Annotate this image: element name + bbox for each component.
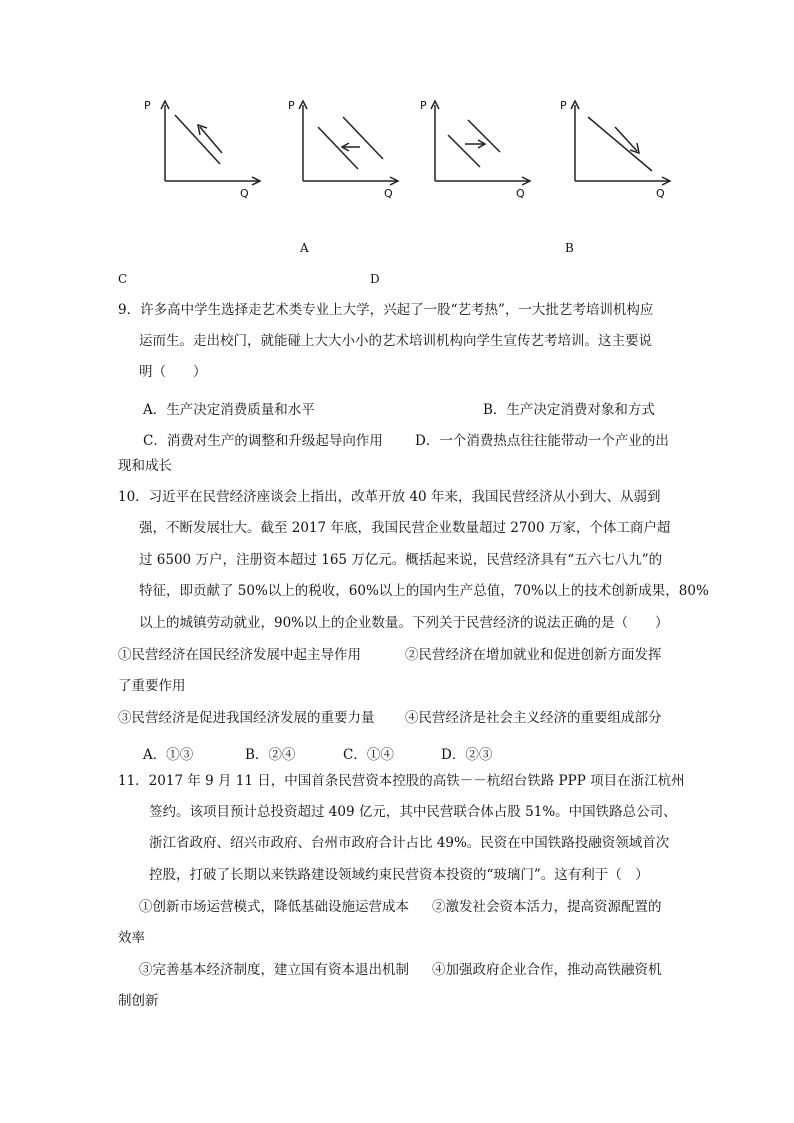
q9-option-d[interactable]: D．一个消费热点往往能带动一个产业的出 — [415, 433, 669, 449]
q11-statement-3: ③完善基本经济制度，建立国有资本退出机制 — [139, 962, 409, 978]
q10-statement-2: ②民营经济在增加就业和促进创新方面发挥 — [405, 647, 662, 663]
arrow-right-icon — [465, 140, 485, 148]
q10-statement-2-cont: 了重要作用 — [118, 678, 186, 694]
q9-option-d-cont: 现和成长 — [118, 458, 172, 474]
q10-option-d[interactable]: D．②③ — [441, 747, 493, 763]
graph-1 — [144, 95, 270, 200]
p-axis-label: P — [420, 99, 427, 112]
q9-stem-line-2: 运而生。走出校门，就能碰上大大小小的艺术培训机构向学生宣传艺考培训。这主要说 — [139, 333, 652, 349]
arrow-up-left-icon — [198, 125, 222, 153]
q9-option-a[interactable]: A．生产决定消费质量和水平 — [143, 402, 315, 418]
q9-stem-line-1: 9．许多高中学生选择走艺术类专业上大学，兴起了一股“艺考热”，一大批艺考培训机构应 — [118, 302, 654, 318]
p-axis-label: P — [144, 99, 151, 112]
graph-4 — [560, 95, 680, 200]
q-axis-label: Q — [656, 187, 665, 200]
q-axis-label: Q — [384, 187, 393, 200]
q10-statement-1: ①民营经济在国民经济发展中起主导作用 — [118, 647, 361, 663]
q11-statement-1: ①创新市场运营模式，降低基础设施运营成本 — [139, 899, 409, 915]
q10-stem-line-1: 10．习近平在民营经济座谈会上指出，改革开放 40 年来，我国民营经济从小到大、从弱到 — [118, 489, 661, 505]
q10-statement-4: ④民营经济是社会主义经济的重要组成部分 — [405, 710, 662, 726]
q11-statement-4-cont: 制创新 — [118, 993, 159, 1009]
graph-option-d: D — [370, 272, 380, 286]
q11-stem-line-2: 签约。该项目预计总投资超过 409 亿元，其中民营联合体占股 51%。中国铁路总公司、 — [149, 804, 677, 820]
q10-option-c[interactable]: C．①④ — [343, 747, 394, 763]
q11-stem-line-4: 控股，打破了长期以来铁路建设领域约束民营资本投资的“玻璃门”。这有利于（ ） — [149, 867, 649, 883]
graph-2 — [288, 95, 408, 200]
q10-stem-line-2: 强，不断发展壮大。截至 2017 年底，我国民营企业数量超过 2700 万家，个体工商户超 — [139, 520, 671, 536]
q10-option-a[interactable]: A．①③ — [143, 747, 194, 763]
graph-option-b: B — [565, 241, 574, 255]
q11-statement-4: ④加强政府企业合作，推动高铁融资机 — [432, 962, 662, 978]
p-axis-label: P — [288, 99, 295, 112]
q-axis-label: Q — [516, 187, 525, 200]
q11-stem-line-3: 浙江省政府、绍兴市政府、台州市政府合计占比 49%。民资在中国铁路投融资领域首次 — [149, 835, 670, 851]
graph-option-c: C — [118, 272, 128, 286]
q10-option-b[interactable]: B．②④ — [245, 747, 296, 763]
arrow-left-icon — [342, 143, 360, 151]
q10-stem-line-3: 过 6500 万户，注册资本超过 165 万亿元。概括起来说，民营经济具有“五六七八九”的 — [139, 552, 663, 568]
q9-option-c[interactable]: C．消费对生产的调整和升级起导向作用 — [143, 433, 383, 449]
q9-option-b[interactable]: B．生产决定消费对象和方式 — [483, 402, 655, 418]
q10-statement-3: ③民营经济是促进我国经济发展的重要力量 — [118, 710, 375, 726]
q11-statement-2: ②激发社会资本活力，提高资源配置的 — [432, 899, 662, 915]
graph-3 — [420, 95, 540, 200]
p-axis-label: P — [560, 99, 567, 112]
q9-stem-line-3: 明（ ） — [139, 364, 207, 380]
q11-statement-2-cont: 效率 — [118, 930, 145, 946]
q-axis-label: Q — [240, 187, 249, 200]
q10-stem-line-5: 以上的城镇劳动就业，90%以上的企业数量。下列关于民营经济的说法正确的是（ ） — [139, 615, 669, 631]
q11-stem-line-1: 11．2017 年 9 月 11 日，中国首条民营资本控股的高铁－－杭绍台铁路 PPP 项目在浙江杭州 — [118, 773, 685, 789]
graph-option-a: A — [300, 241, 309, 255]
q10-stem-line-4: 特征，即贡献了 50%以上的税收，60%以上的国内生产总值，70%以上的技术创新成果，80% — [139, 583, 709, 599]
